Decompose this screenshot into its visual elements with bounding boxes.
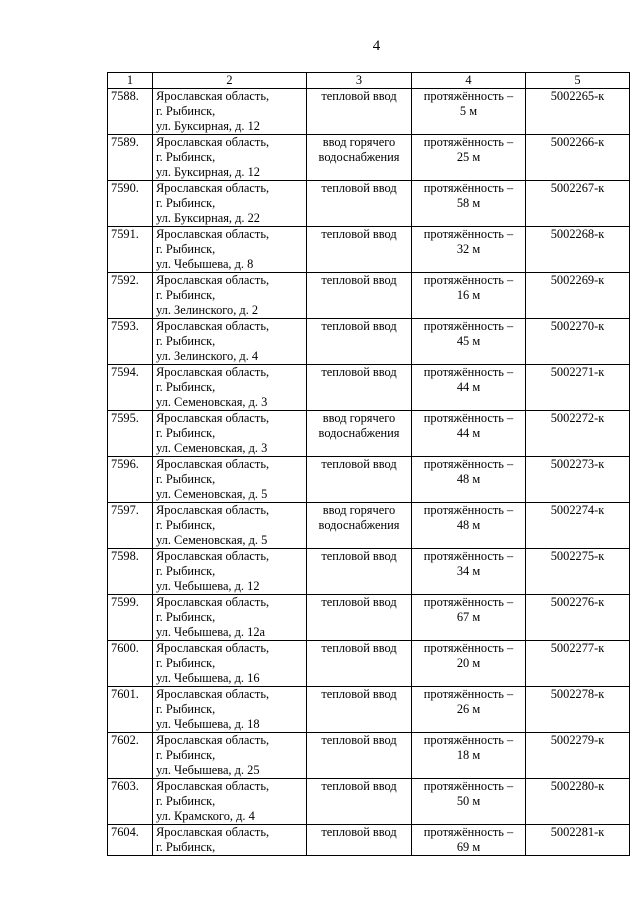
- length-cell: [412, 89, 526, 135]
- address-line: Ярославская область,: [156, 595, 270, 609]
- row-number-text: 7599.: [111, 595, 139, 609]
- row-number-text: 7602.: [111, 733, 139, 747]
- registry-code: 5002270-к: [550, 319, 605, 333]
- row-number: [108, 135, 153, 181]
- address-line: г. Рыбинск,: [156, 104, 216, 118]
- length-cell: [412, 503, 526, 549]
- address-line: г. Рыбинск,: [156, 610, 216, 624]
- registry-code: 5002279-к: [550, 733, 605, 747]
- row-number-text: 7595.: [111, 411, 139, 425]
- row-number-text: 7588.: [111, 89, 139, 103]
- table-row: [108, 135, 630, 181]
- address-line: г. Рыбинск,: [156, 564, 216, 578]
- address-cell: [153, 733, 307, 779]
- object-type-cell: [307, 319, 412, 365]
- code-cell: [526, 365, 630, 411]
- length-cell: [412, 595, 526, 641]
- row-number: [108, 641, 153, 687]
- row-number-text: 7591.: [111, 227, 139, 241]
- table-row: [108, 779, 630, 825]
- length-cell: [412, 273, 526, 319]
- address-line: г. Рыбинск,: [156, 702, 216, 716]
- column-header: 5: [526, 73, 630, 89]
- address-cell: [153, 503, 307, 549]
- registry-code: 5002265-к: [550, 89, 605, 103]
- object-type-cell: [307, 595, 412, 641]
- object-type-cell: [307, 89, 412, 135]
- address-line: ул. Буксирная, д. 12: [156, 165, 260, 179]
- code-cell: [526, 687, 630, 733]
- column-header: 1: [108, 73, 153, 89]
- address-cell: [153, 779, 307, 825]
- row-number: [108, 687, 153, 733]
- object-type-line: ввод горячего: [322, 503, 396, 517]
- object-type-line: тепловой ввод: [321, 641, 397, 655]
- registry-code: 5002272-к: [550, 411, 605, 425]
- code-cell: [526, 595, 630, 641]
- code-cell: [526, 779, 630, 825]
- length-line: протяжённость –: [423, 411, 514, 425]
- table-row: [108, 641, 630, 687]
- code-cell: [526, 227, 630, 273]
- length-line: 26 м: [456, 702, 481, 716]
- length-line: протяжённость –: [423, 779, 514, 793]
- length-line: протяжённость –: [423, 641, 514, 655]
- object-type-line: тепловой ввод: [321, 273, 397, 287]
- address-line: Ярославская область,: [156, 457, 270, 471]
- address-line: ул. Чебышева, д. 25: [156, 763, 260, 777]
- registry-code: 5002269-к: [550, 273, 605, 287]
- object-type-cell: [307, 411, 412, 457]
- code-cell: [526, 733, 630, 779]
- object-type-cell: [307, 641, 412, 687]
- row-number: [108, 825, 153, 856]
- address-cell: [153, 549, 307, 595]
- address-line: Ярославская область,: [156, 825, 270, 839]
- length-line: 44 м: [456, 380, 481, 394]
- code-cell: [526, 457, 630, 503]
- row-number-text: 7604.: [111, 825, 139, 839]
- length-line: протяжённость –: [423, 733, 514, 747]
- object-type-line: тепловой ввод: [321, 595, 397, 609]
- object-type-cell: [307, 687, 412, 733]
- object-type-line: ввод горячего: [322, 135, 396, 149]
- length-line: 5 м: [459, 104, 478, 118]
- page-number: 4: [372, 38, 381, 54]
- row-number: [108, 273, 153, 319]
- address-line: г. Рыбинск,: [156, 840, 216, 854]
- length-line: 58 м: [456, 196, 481, 210]
- address-line: Ярославская область,: [156, 549, 270, 563]
- length-line: протяжённость –: [423, 319, 514, 333]
- registry-code: 5002274-к: [550, 503, 605, 517]
- length-line: протяжённость –: [423, 825, 514, 839]
- object-type-cell: [307, 779, 412, 825]
- length-line: 18 м: [456, 748, 481, 762]
- address-cell: [153, 411, 307, 457]
- object-type-line: ввод горячего: [322, 411, 396, 425]
- object-type-cell: [307, 135, 412, 181]
- address-cell: [153, 227, 307, 273]
- row-number: [108, 227, 153, 273]
- address-line: ул. Буксирная, д. 22: [156, 211, 260, 225]
- address-cell: [153, 457, 307, 503]
- row-number: [108, 457, 153, 503]
- length-line: протяжённость –: [423, 181, 514, 195]
- registry-code: 5002266-к: [550, 135, 605, 149]
- registry-code: 5002268-к: [550, 227, 605, 241]
- row-number-text: 7593.: [111, 319, 139, 333]
- length-line: протяжённость –: [423, 135, 514, 149]
- code-cell: [526, 273, 630, 319]
- object-type-cell: [307, 549, 412, 595]
- row-number-text: 7601.: [111, 687, 139, 701]
- address-line: Ярославская область,: [156, 641, 270, 655]
- address-line: ул. Крамского, д. 4: [156, 809, 255, 823]
- registry-code: 5002267-к: [550, 181, 605, 195]
- length-line: протяжённость –: [423, 687, 514, 701]
- row-number: [108, 181, 153, 227]
- length-line: протяжённость –: [423, 549, 514, 563]
- object-type-cell: [307, 733, 412, 779]
- registry-code: 5002273-к: [550, 457, 605, 471]
- object-type-line: водоснабжения: [318, 518, 400, 532]
- code-cell: [526, 825, 630, 856]
- column-number-row: [108, 73, 630, 89]
- length-line: 34 м: [456, 564, 481, 578]
- object-type-cell: [307, 181, 412, 227]
- column-header: 4: [412, 73, 526, 89]
- code-cell: [526, 89, 630, 135]
- column-header: 2: [153, 73, 307, 89]
- code-cell: [526, 503, 630, 549]
- length-cell: [412, 825, 526, 856]
- registry-code: 5002276-к: [550, 595, 605, 609]
- address-cell: [153, 687, 307, 733]
- row-number-text: 7596.: [111, 457, 139, 471]
- length-line: протяжённость –: [423, 273, 514, 287]
- object-type-cell: [307, 503, 412, 549]
- object-type-cell: [307, 825, 412, 856]
- address-line: ул. Буксирная, д. 12: [156, 119, 260, 133]
- address-line: ул. Зелинского, д. 2: [156, 303, 259, 317]
- address-line: г. Рыбинск,: [156, 656, 216, 670]
- table-row: [108, 457, 630, 503]
- row-number-text: 7589.: [111, 135, 139, 149]
- table-row: [108, 227, 630, 273]
- object-type-cell: [307, 457, 412, 503]
- address-line: Ярославская область,: [156, 135, 270, 149]
- row-number: [108, 503, 153, 549]
- length-line: 69 м: [456, 840, 481, 854]
- length-cell: [412, 365, 526, 411]
- register-body: [108, 89, 630, 856]
- code-cell: [526, 549, 630, 595]
- object-type-line: тепловой ввод: [321, 733, 397, 747]
- code-cell: [526, 319, 630, 365]
- length-line: 67 м: [456, 610, 481, 624]
- address-line: г. Рыбинск,: [156, 794, 216, 808]
- object-type-cell: [307, 227, 412, 273]
- row-number-text: 7590.: [111, 181, 139, 195]
- length-line: 16 м: [456, 288, 481, 302]
- row-number: [108, 89, 153, 135]
- register-table: [107, 72, 630, 856]
- object-type-line: тепловой ввод: [321, 89, 397, 103]
- code-cell: [526, 181, 630, 227]
- address-line: Ярославская область,: [156, 733, 270, 747]
- address-line: Ярославская область,: [156, 779, 270, 793]
- registry-code: 5002281-к: [550, 825, 605, 839]
- address-line: Ярославская область,: [156, 503, 270, 517]
- length-cell: [412, 227, 526, 273]
- table-row: [108, 825, 630, 856]
- address-line: ул. Чебышева, д. 12: [156, 579, 260, 593]
- length-cell: [412, 135, 526, 181]
- row-number-text: 7598.: [111, 549, 139, 563]
- table-row: [108, 411, 630, 457]
- row-number-text: 7594.: [111, 365, 139, 379]
- address-line: г. Рыбинск,: [156, 196, 216, 210]
- address-line: г. Рыбинск,: [156, 150, 216, 164]
- registry-code: 5002275-к: [550, 549, 605, 563]
- address-cell: [153, 89, 307, 135]
- address-line: Ярославская область,: [156, 181, 270, 195]
- length-cell: [412, 319, 526, 365]
- table-row: [108, 365, 630, 411]
- address-line: ул. Чебышева, д. 16: [156, 671, 260, 685]
- object-type-line: тепловой ввод: [321, 549, 397, 563]
- table-row: [108, 181, 630, 227]
- length-line: 20 м: [456, 656, 481, 670]
- address-line: Ярославская область,: [156, 365, 270, 379]
- address-cell: [153, 595, 307, 641]
- address-cell: [153, 825, 307, 856]
- address-cell: [153, 273, 307, 319]
- table-row: [108, 595, 630, 641]
- address-line: ул. Семеновская, д. 3: [156, 441, 268, 455]
- length-cell: [412, 641, 526, 687]
- address-line: г. Рыбинск,: [156, 380, 216, 394]
- address-cell: [153, 365, 307, 411]
- row-number: [108, 319, 153, 365]
- length-cell: [412, 457, 526, 503]
- row-number-text: 7592.: [111, 273, 139, 287]
- address-cell: [153, 181, 307, 227]
- address-line: г. Рыбинск,: [156, 288, 216, 302]
- length-line: протяжённость –: [423, 365, 514, 379]
- table-row: [108, 319, 630, 365]
- table-row: [108, 503, 630, 549]
- address-line: ул. Зелинского, д. 4: [156, 349, 259, 363]
- row-number-text: 7603.: [111, 779, 139, 793]
- address-line: Ярославская область,: [156, 227, 270, 241]
- address-line: г. Рыбинск,: [156, 472, 216, 486]
- row-number: [108, 365, 153, 411]
- address-line: ул. Семеновская, д. 5: [156, 533, 268, 547]
- address-line: г. Рыбинск,: [156, 518, 216, 532]
- row-number-text: 7600.: [111, 641, 139, 655]
- code-cell: [526, 411, 630, 457]
- length-cell: [412, 779, 526, 825]
- length-line: 48 м: [456, 518, 481, 532]
- length-line: протяжённость –: [423, 595, 514, 609]
- table-row: [108, 89, 630, 135]
- row-number: [108, 595, 153, 641]
- length-line: 48 м: [456, 472, 481, 486]
- code-cell: [526, 641, 630, 687]
- object-type-cell: [307, 273, 412, 319]
- object-type-line: тепловой ввод: [321, 181, 397, 195]
- address-cell: [153, 135, 307, 181]
- length-line: протяжённость –: [423, 89, 514, 103]
- address-line: Ярославская область,: [156, 319, 270, 333]
- address-line: ул. Чебышева, д. 18: [156, 717, 260, 731]
- object-type-cell: [307, 365, 412, 411]
- address-line: ул. Семеновская, д. 3: [156, 395, 268, 409]
- code-cell: [526, 135, 630, 181]
- table-row: [108, 549, 630, 595]
- length-line: 32 м: [456, 242, 481, 256]
- row-number-text: 7597.: [111, 503, 139, 517]
- address-line: Ярославская область,: [156, 273, 270, 287]
- address-cell: [153, 641, 307, 687]
- object-type-line: водоснабжения: [318, 426, 400, 440]
- length-line: протяжённость –: [423, 457, 514, 471]
- length-line: 45 м: [456, 334, 481, 348]
- object-type-line: тепловой ввод: [321, 687, 397, 701]
- length-line: протяжённость –: [423, 227, 514, 241]
- registry-code: 5002280-к: [550, 779, 605, 793]
- object-type-line: тепловой ввод: [321, 457, 397, 471]
- length-cell: [412, 733, 526, 779]
- address-line: г. Рыбинск,: [156, 334, 216, 348]
- row-number: [108, 779, 153, 825]
- length-cell: [412, 687, 526, 733]
- table-row: [108, 733, 630, 779]
- registry-code: 5002278-к: [550, 687, 605, 701]
- table-row: [108, 273, 630, 319]
- length-line: 25 м: [456, 150, 481, 164]
- address-line: Ярославская область,: [156, 687, 270, 701]
- length-line: протяжённость –: [423, 503, 514, 517]
- table-row: [108, 687, 630, 733]
- address-line: Ярославская область,: [156, 89, 270, 103]
- address-line: г. Рыбинск,: [156, 242, 216, 256]
- address-line: Ярославская область,: [156, 411, 270, 425]
- row-number: [108, 549, 153, 595]
- object-type-line: тепловой ввод: [321, 365, 397, 379]
- object-type-line: тепловой ввод: [321, 227, 397, 241]
- address-line: ул. Чебышева, д. 8: [156, 257, 254, 271]
- object-type-line: тепловой ввод: [321, 825, 397, 839]
- address-line: ул. Семеновская, д. 5: [156, 487, 268, 501]
- object-type-line: тепловой ввод: [321, 779, 397, 793]
- row-number: [108, 411, 153, 457]
- row-number: [108, 733, 153, 779]
- object-type-line: водоснабжения: [318, 150, 400, 164]
- registry-code: 5002277-к: [550, 641, 605, 655]
- length-cell: [412, 411, 526, 457]
- column-header: 3: [307, 73, 412, 89]
- length-cell: [412, 549, 526, 595]
- address-line: ул. Чебышева, д. 12а: [156, 625, 266, 639]
- address-cell: [153, 319, 307, 365]
- length-cell: [412, 181, 526, 227]
- address-line: г. Рыбинск,: [156, 748, 216, 762]
- length-line: 50 м: [456, 794, 481, 808]
- length-line: 44 м: [456, 426, 481, 440]
- object-type-line: тепловой ввод: [321, 319, 397, 333]
- address-line: г. Рыбинск,: [156, 426, 216, 440]
- registry-code: 5002271-к: [550, 365, 605, 379]
